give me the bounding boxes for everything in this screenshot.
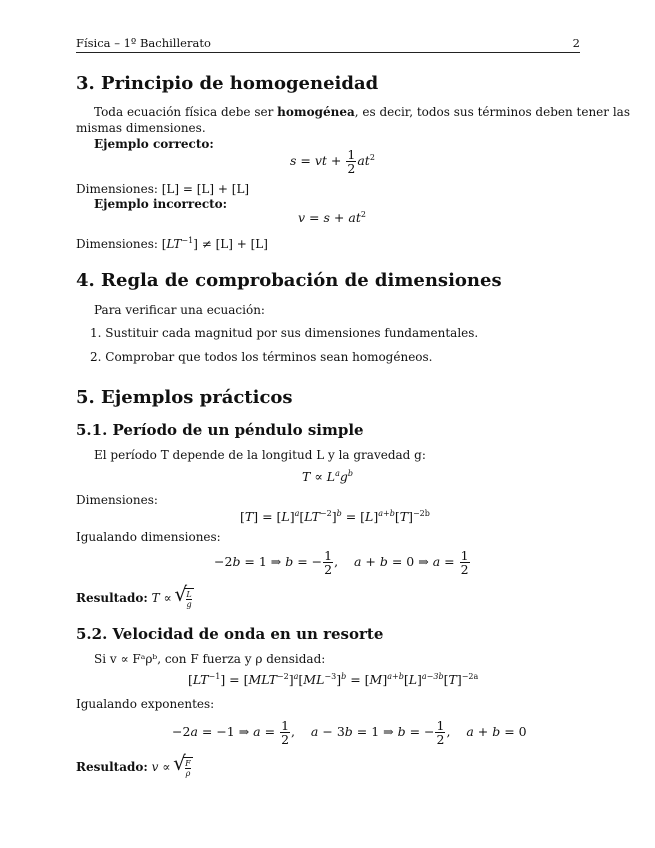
equation-correct: s = vt + $\frac{1}{2}$ $at^2$: [290, 147, 375, 176]
equation-wave-dims: $[LT^{-1}] = [MLT^{-2}]^a[ML^{-3}]^b = [M]^{a+b}[L]^{a-3b}[T]^{-2a}$: [188, 672, 479, 688]
sec4-intro: Para verificar una ecuación:: [94, 303, 265, 317]
sub1-result-label: Resultado:: [76, 591, 148, 605]
sub1-result: Resultado: T ∝ √ $\frac{L}{g}$: [76, 588, 194, 609]
sec3-correct-dims: Dimensiones: [L] = [L] + [L]: [76, 182, 250, 196]
sec3-incorrect-dims-rest: ] ≠ [L] + [L]: [193, 237, 268, 251]
sub1-equal-label: Igualando dimensiones:: [76, 530, 221, 544]
sec3-intro: [94, 104, 630, 120]
sec3-incorrect-dims-prefix: Dimensiones:: [76, 237, 162, 251]
equation-incorrect: $v = s + at^2$: [298, 210, 366, 226]
equation-wave-solve: −2a = −1 ⇒ a = $\frac{1}{2}$ , a − 3b = 1 ⇒ b = − $\frac{1}{2}$ , a + b = 0: [172, 718, 527, 747]
sec3-intro-a: Toda ecuación física debe ser: [94, 105, 278, 119]
section-3-title: 3. Principio de homogeneidad: [76, 73, 379, 94]
sub2-result-label: Resultado:: [76, 760, 148, 774]
sub2-result: Resultado: v ∝ √ $\frac{F}{\rho}$: [76, 757, 193, 778]
section-4-title: 4. Regla de comprobación de dimensiones: [76, 270, 502, 291]
sub1-dims-label: Dimensiones:: [76, 493, 158, 507]
sec3-intro-c: mismas dimensiones.: [76, 121, 206, 135]
sub1-intro: El período T depende de la longitud L y la gravedad g:: [94, 448, 426, 462]
equation-pendulum-dims: $[T] = [L]^a[LT^{-2}]^b = [L]^{a+b}[T]^{-2b}$: [240, 509, 430, 525]
sub2-intro: Si v ∝ Fᵃρᵇ, con F fuerza y ρ densidad:: [94, 652, 326, 666]
subsection-5-2-title: 5.2. Velocidad de onda en un resorte: [76, 625, 384, 643]
subsection-5-1-title: 5.1. Período de un péndulo simple: [76, 421, 364, 439]
page-number: 2: [572, 36, 580, 50]
sec4-item-2: 2. Comprobar que todos los términos sean homogéneos.: [90, 350, 433, 364]
equation-pendulum-prop: $T \propto L^ag^b$: [302, 469, 353, 485]
header-title: Física – 1º Bachillerato: [76, 36, 211, 50]
equation-pendulum-solve: −2b = 1 ⇒ b = − $\frac{1}{2}$ , a + b = 0 ⇒ a = $\frac{1}{2}$: [214, 548, 469, 577]
sec3-incorrect-label: Ejemplo incorrecto:: [94, 197, 228, 211]
sub2-equal-label: Igualando exponentes:: [76, 697, 215, 711]
sec3-incorrect-dims: Dimensiones: $[LT^{-1}] \ne [L] + [L]$: [76, 236, 268, 251]
page-header: [76, 36, 580, 53]
sec3-correct-label: Ejemplo correcto:: [94, 137, 214, 151]
sec4-item-1: 1. Sustituir cada magnitud por sus dimensiones fundamentales.: [90, 326, 479, 340]
section-5-title: 5. Ejemplos prácticos: [76, 387, 293, 408]
sec3-intro-bold: homogénea: [277, 105, 355, 119]
sec3-intro-b: , es decir, todos sus términos deben tener las: [354, 105, 630, 119]
